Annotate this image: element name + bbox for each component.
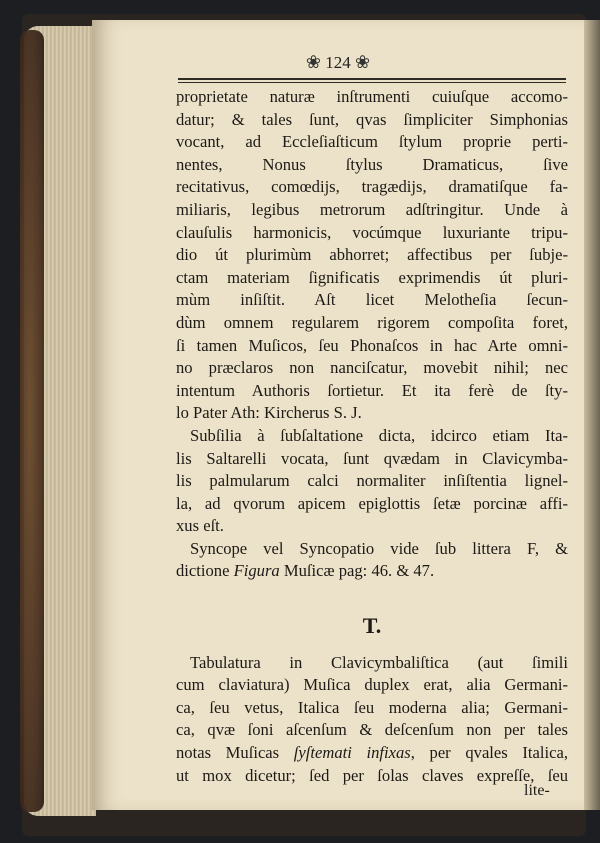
- subsilia-line: xus eſt.: [176, 516, 224, 536]
- syncope-line-2: [176, 560, 568, 583]
- syncope-line: Syncope vel Syncopatio vide ſub littera F, &: [190, 538, 568, 558]
- text-line: ſi tamen Muſicos, ſeu Phonaſcos in hac Arte omni-: [176, 335, 568, 355]
- tabulatura-line-5: [176, 742, 568, 765]
- tabulatura-line: Tabulatura in Clavicymbaliſtica (aut ſimili: [190, 652, 568, 672]
- tab-line5-italic: ſyſtemati infixas: [293, 743, 411, 763]
- tabulatura-line: ut mox dicetur; ſed per ſolas claves expreſſe, ſeu: [176, 765, 568, 785]
- catchword: lite-: [524, 782, 550, 799]
- text-line: nentes, Nonus ſtylus Dramaticus, ſive: [176, 154, 568, 174]
- flower-ornament-icon: ❀: [355, 52, 371, 72]
- syncope-dictione: dictione: [176, 561, 234, 581]
- header-rule: [178, 78, 566, 80]
- syncope-figura: Figura: [233, 561, 280, 581]
- text-line: mùm inſiſtit. Aſt licet Melotheſia ſecun-: [176, 290, 568, 310]
- text-line: dùm omnem regularem rigorem compoſita foret,: [176, 312, 568, 332]
- text-line: intentum Authoris ſortietur. Et ita ferè de ſty-: [176, 380, 568, 400]
- tabulatura-line: ca, qvæ ſoni aſcenſum & deſcenſum non per tales: [176, 720, 568, 740]
- text-line: miliaris, legibus metrorum adſtringitur. Unde à: [176, 199, 568, 219]
- text-line: ctam materiam ſignificatis exprimendis út pluri-: [176, 267, 568, 287]
- text-line: lo Pater Ath: Kircherus S. J.: [176, 403, 362, 423]
- tabulatura-line: cum claviatura) Muſica duplex erat, alia Germani-: [176, 675, 568, 695]
- text-line: no præclaros non nanciſcatur, movebit nihil; nec: [176, 358, 568, 378]
- section-letter: T.: [362, 613, 382, 639]
- tab-line5-after: , per qvales Italica,: [410, 743, 568, 763]
- subsilia-line: Subſilia à ſubſaltatione dicta, idcirco etiam Ita-: [190, 425, 568, 445]
- subsilia-line: lis palmularum calci normaliter inſiſtentia lignel-: [176, 471, 568, 491]
- text-line: recitativus, comœdijs, tragædijs, dramatiſque fa-: [176, 177, 568, 197]
- page-header: [92, 52, 584, 73]
- text-line: datur; & tales ſunt, qvas ſimpliciter Simphonias: [176, 109, 568, 129]
- text-line: dio út plurimùm abhorret; affectibus per ſubje-: [176, 245, 568, 265]
- book-page: [92, 20, 584, 810]
- book-spine-edge: [20, 30, 44, 812]
- header-rule-thin: [178, 82, 566, 83]
- text-line: proprietate naturæ inſtrumenti cuiuſque accomo-: [176, 87, 568, 106]
- page-right-edge: [584, 20, 600, 810]
- flower-ornament-icon: ❀: [305, 52, 321, 72]
- tab-line5-before: notas Muſicas: [176, 743, 294, 763]
- page-body: [176, 86, 568, 787]
- page-number: 124: [325, 53, 351, 72]
- syncope-after: Muſicæ pag: 46. & 47.: [279, 561, 435, 581]
- tabulatura-line: ca, ſeu vetus, Italica ſeu moderna alia; Germani-: [176, 697, 568, 717]
- text-line: clauſulis harmonicis, vocúmque luxuriante tripu-: [176, 222, 568, 242]
- subsilia-line: lis Saltarelli vocata, ſunt qvædam in Clavicymba-: [176, 448, 568, 468]
- subsilia-line: la, ad qvorum apicem epiglottis ſetæ porcinæ affi-: [176, 493, 568, 513]
- text-line: vocant, ad Eccleſiaſticum ſtylum proprie perti-: [176, 132, 568, 152]
